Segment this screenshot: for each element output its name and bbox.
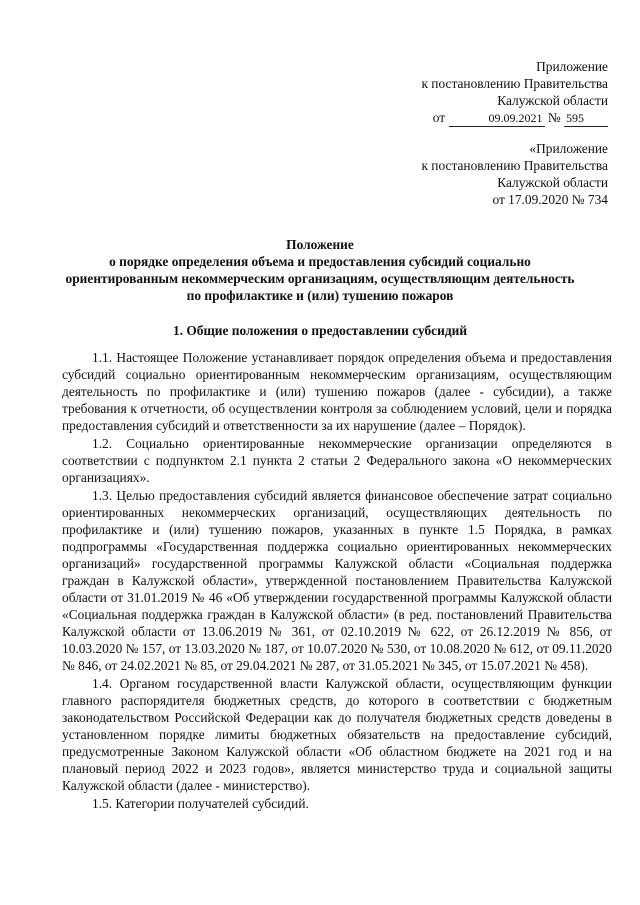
date-value: 09.09.2021 bbox=[449, 111, 545, 127]
document-title bbox=[60, 236, 580, 304]
number-prefix: № bbox=[547, 110, 561, 125]
appendix-current-date-line bbox=[421, 109, 608, 127]
title-line3: ориентированным некоммерческим организациям, осуществляющим деятельность bbox=[65, 271, 575, 286]
appendix-current-line3: Калужской области bbox=[497, 93, 608, 108]
appendix-current-line1: Приложение bbox=[536, 59, 608, 74]
title-line2: о порядке определения объема и предоставления субсидий социально bbox=[109, 254, 531, 269]
appendix-current-line2: к постановлению Правительства bbox=[421, 76, 608, 91]
paragraph-1-3: 1.3. Целью предоставления субсидий является финансовое обеспечение затрат социально ориентированных некоммерческих организаций, осуществляющих деятельность по профилактике и (или) тушению пожаров, указанных в пункте 1.5 Порядка, в рамках подпрограммы «Государственная поддержка социально ориентированных некоммерческих организаций» государственной программы Калужской области «Социальная поддержка граждан в Калужской области», утвержденной постановлением Правительства Калужской области от 31.01.2019 № 46 «Об утверждении государственной программы Калужской области «Социальная поддержка граждан в Калужской области» (в ред. постановлений Правительства Калужской области от 13.06.2019 № 361, от 02.10.2019 № 622, от 26.12.2019 № 856, от 10.03.2020 № 157, от 13.03.2020 № 187, от 10.07.2020 № 530, от 10.08.2020 № 612, от 09.11.2020 № 846, от 24.02.2021 № 85, от 29.04.2021 № 287, от 31.05.2021 № 345, от 15.07.2021 № 458). bbox=[62, 488, 612, 673]
appendix-previous bbox=[421, 140, 608, 208]
section-body bbox=[62, 349, 612, 813]
date-prefix: от bbox=[432, 110, 446, 125]
section-heading: 1. Общие положения о предоставлении субсидий bbox=[172, 323, 468, 338]
appendix-previous-line3: Калужской области bbox=[497, 175, 608, 190]
paragraph-1-1: 1.1. Настоящее Положение устанавливает порядок определения объема и предоставления субсидий социально ориентированным некоммерческим организациям, осуществляющим деятельность по профилактике и (или) тушению пожаров (далее - субсидии), а также требования к отчетности, об осуществлении контроля за соблюдением условий, цели и порядка предоставления субсидий и ответственности за их нарушение (далее – Порядок). bbox=[62, 350, 612, 433]
appendix-current bbox=[421, 58, 608, 127]
appendix-previous-line4: от 17.09.2020 № 734 bbox=[492, 192, 608, 207]
paragraph-1-4: 1.4. Органом государственной власти Калужской области, осуществляющим функции главного распорядителя бюджетных средств, до которого в соответствии с бюджетным законодательством Российской Федерации как до получателя бюджетных средств доведены в установленном порядке лимиты бюджетных обязательств на предоставление субсидий, предусмотренные Законом Калужской области «Об областном бюджете на 2021 год и на плановый период 2022 и 2023 годов», является министерство труда и социальной защиты Калужской области (далее - министерство). bbox=[62, 676, 612, 793]
paragraph-1-5: 1.5. Категории получателей субсидий. bbox=[92, 796, 309, 811]
appendix-previous-line1: «Приложение bbox=[529, 141, 608, 156]
number-value: 595 bbox=[564, 111, 608, 127]
paragraph-1-2: 1.2. Социально ориентированные некоммерческие организации определяются в соответствии с подпунктом 2.1 пункта 2 статьи 2 Федерального закона «О некоммерческих организациях». bbox=[62, 436, 612, 485]
appendix-previous-line2: к постановлению Правительства bbox=[421, 158, 608, 173]
title-line1: Положение bbox=[286, 237, 354, 252]
title-line4: по профилактике и (или) тушению пожаров bbox=[186, 288, 454, 303]
